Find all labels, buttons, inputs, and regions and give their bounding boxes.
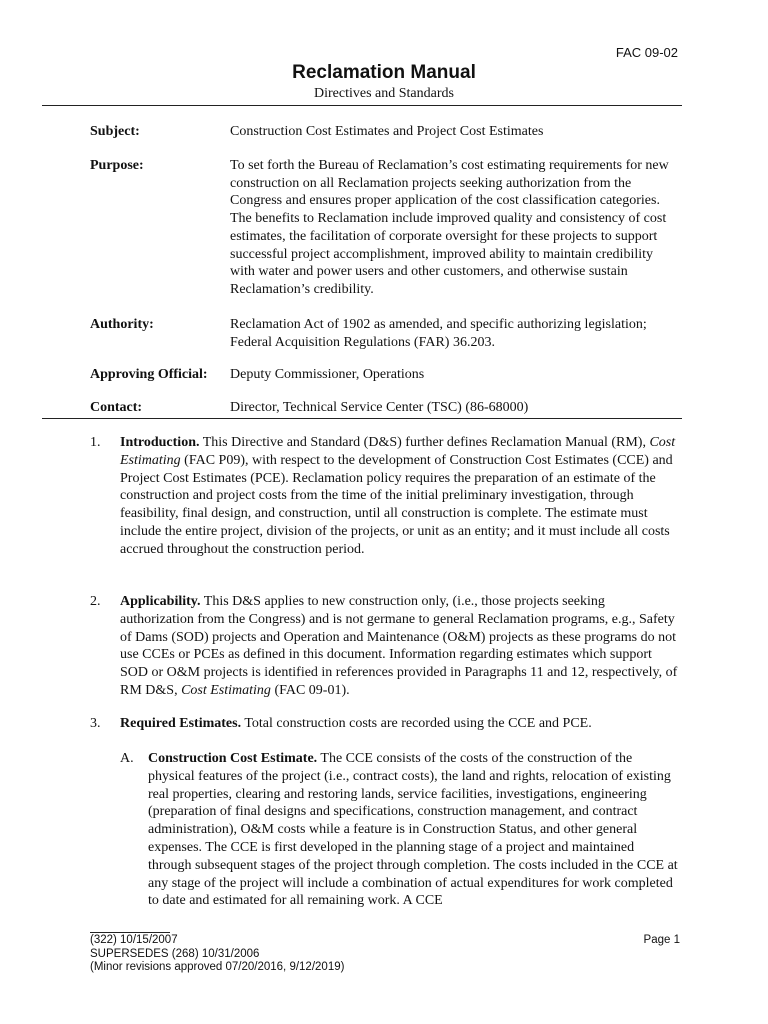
approving-official-field (90, 366, 680, 384)
contact-field (90, 399, 680, 417)
footer-release-date: (322) 10/15/2007 (90, 934, 178, 946)
subsection-heading: Construction Cost Estimate. (148, 751, 318, 766)
authority-value: Reclamation Act of 1902 as amended, and specific authorizing legislation; Federal Acquisition Regulations (FAR) 36.203. (230, 317, 647, 350)
manual-subtitle: Directives and Standards (314, 86, 454, 101)
fields-rule (42, 418, 682, 419)
header-rule (42, 105, 682, 106)
italic-title: Cost Estimating (181, 682, 271, 698)
purpose-label: Purpose: (90, 158, 144, 173)
authority-label: Authority: (90, 317, 154, 332)
approving-official-label: Approving Official: (90, 367, 208, 382)
section-applicability (90, 593, 680, 700)
contact-value: Director, Technical Service Center (TSC) (86-68000) (230, 400, 529, 415)
purpose-value: To set forth the Bureau of Reclamation’s cost estimating requirements for new construction on all Reclamation projects seeking authorization from the Congress and ensures proper application of the cost classification categories. The benefits to Reclamation include improved quality and consistency of cost estimates, the facilitation of corporate oversight for these projects to support successful project accomplishment, improved ability to maintain credibility with water and power users and other customers, and otherwise sustain Reclamation’s credibility. (230, 158, 669, 297)
subsection-letter: A. (120, 751, 134, 766)
footer-supersedes: SUPERSEDES (268) 10/31/2006 (90, 947, 260, 960)
footer-rule (90, 932, 170, 933)
page-footer (90, 934, 680, 975)
directive-code: FAC 09-02 (615, 45, 678, 60)
manual-title: Reclamation Manual (292, 62, 476, 83)
subject-field (90, 123, 680, 141)
section-number: 1. (90, 435, 101, 450)
section-text: Required Estimates. Total construction costs are recorded using the CCE and PCE. (120, 716, 592, 731)
contact-label: Contact: (90, 400, 143, 415)
section-heading: Introduction. (120, 435, 200, 450)
section-number: 2. (90, 594, 101, 609)
section-required-estimates (90, 715, 680, 733)
subsection-construction-cost-estimate (120, 750, 680, 910)
approving-official-value: Deputy Commissioner, Operations (230, 367, 425, 382)
subject-value: Construction Cost Estimates and Project Cost Estimates (230, 124, 544, 139)
subsection-text: Construction Cost Estimate. The CCE consists of the costs of the construction of the physical features of the project (i.e., contract costs), the land and rights, relocation of existing real properties, clearing and restoring lands, service facilities, investigations, engineering (preparation of final designs and specifications, construction management, and contract administration), O&M costs while a feature is in Construction Status, and other general expenses. The CCE is first developed in the planning stage of a project and maintained through subsequent stages of the project through completion. The costs included in the CCE at any stage of the project will include a combination of actual expenditures for work completed to date and estimated for all remaining work. A CCE (148, 751, 678, 909)
page-number: Page 1 (643, 934, 680, 946)
subject-label: Subject: (90, 124, 140, 139)
section-text: Introduction. This Directive and Standard (D&S) further defines Reclamation Manual (RM), Cost Estimating (FAC P09), with respect to the development of Construction Cost Estimates (CCE) and Project Cost Estimates (PCE). Reclamation policy requires the preparation of an estimate of the construction and project costs from the time of the initial preliminary investigation, through feasibility, final design, and construction, until all construction is complete. The estimate must include the entire project, division of the projects, or unit as an entity; and it must include all costs accrued throughout the construction period. (120, 435, 676, 557)
authority-field (90, 316, 680, 351)
section-introduction (90, 434, 680, 559)
section-heading: Applicability. (120, 594, 201, 609)
footer-revisions: (Minor revisions approved 07/20/2016, 9/12/2019) (90, 961, 345, 973)
italic-title: Cost Estimating (120, 435, 676, 468)
section-number: 3. (90, 716, 101, 731)
purpose-field (90, 157, 680, 299)
section-text: Applicability. This D&S applies to new construction only, (i.e., those projects seeking authorization from the Congress) and is not germane to general Reclamation programs, e.g., Safety of Dams (SOD) projects and Operation and Maintenance (O&M) projects as these programs do not use CCEs or PCEs as defined in this document. Information regarding estimates which support SOD or O&M projects is identified in references provided in Paragraphs 11 and 12, respectively, of RM D&S, Cost Estimating (FAC 09-01). (120, 594, 678, 698)
section-heading: Required Estimates. (120, 716, 242, 731)
